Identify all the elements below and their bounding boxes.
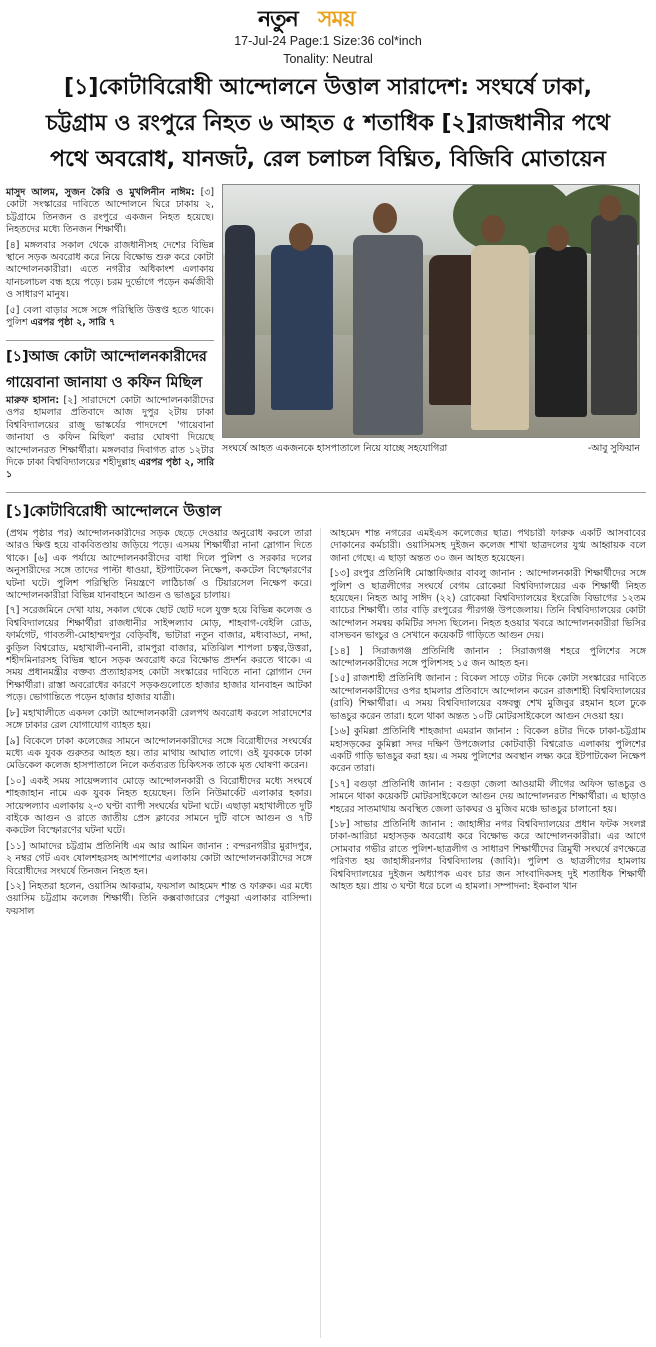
logo-part-1: নতুন <box>258 7 298 32</box>
headline-line-1: [১]কোটাবিরোধী আন্দোলনে উত্তাল সারাদেশ: সংঘর্ষে ঢাকা, <box>64 75 592 100</box>
newspaper-logo <box>258 2 398 32</box>
photo-figure-head <box>547 225 569 251</box>
column-rule <box>320 528 321 1338</box>
continuation-paragraph: (প্রথম পৃষ্ঠার পর) আন্দোলনকারীদের সড়ক ছেড়ে দেওয়ার অনুরোধ করলে তারা আরও ক্ষিপ্ত হয়ে বাকবিতণ্ডায় জড়িয়ে পড়ে। এসময় শিক্ষার্থীরা নানা স্লোগান দিতে থাকে। [৬] এক পর্যায়ে আন্দোলনকারীদের বাধা দিলে পুলিশ ও সরকার দলের অনুসারীদের সঙ্গে তাদের পাল্টা ধাওয়া, ইটপাটকেল নিক্ষেপ, ককটেল বিস্ফোরণের ঘটনা ঘটে। পুলিশ পরিস্থিতি নিয়ন্ত্রণে লাঠিচার্জ ও টিয়ারসেল নিক্ষেপ করে। আন্দোলনকারীরা বিভিন্ন যানবাহনে আগুন ও ভাঙচুর চালায়। <box>6 528 312 602</box>
continuation-paragraph: [৮] মহাখালীতে একদল কোটা আন্দোলনকারী রেলপথ অবরোধ করলে সারাদেশের সঙ্গে ঢাকার রেল যোগাযোগ ব্যাহত হয়। <box>6 707 312 732</box>
photo-figure-head <box>481 215 505 243</box>
lead-paragraph-3: [৫] বেলা বাড়ার সঙ্গে সঙ্গে পরিস্থিতি উত্তপ্ত হতে থাকে। পুলিশ <box>6 304 214 329</box>
sidebar-headline-line-1: [১]আজ কোটা আন্দোলনকারীদের <box>6 349 207 365</box>
continuation-headline: [১]কোটাবিরোধী আন্দোলনে উত্তাল <box>6 502 222 520</box>
continuation-paragraph: [৭] সরেজমিনে দেখা যায়, সকাল থেকে ছোট ছোট দলে যুক্ত হয়ে বিভিন্ন কলেজ ও বিশ্ববিদ্যালয়ের শিক্ষার্থীরা রাজধানীর সাইন্সল্যাব মোড়, শাহবাগ-বেইলি রোড, ফার্মগেট, গাবতলী-মোহাম্মদপুর বেড়িবাঁধ, ভাটারা নতুন বাজার, মধ্যবাড্ডা, নদ্দা, কুড়িল বিশ্বরোড, মহাখালী-বনানী, রামপুরা বাজার, মতিঝিল শাপলা চত্বর,উত্তরা, শহীদমিনারসহ বিভিন্ন স্থানে সড়ক অবরোধ করে বিক্ষোভ প্রদর্শন করতে থাকে। এ সময় প্রধানমন্ত্রীর বক্তব্য প্রত্যাহারসহ কোটা সংস্কারের দাবিতে নানা স্লোগান দেন শিক্ষার্থীরা। রাস্তা অবরোধের কারণে সড়কগুলোতে হাজার হাজার যানবাহন আটকা পড়ে। ভোগান্তিতে পড়েন হাজার হাজার যাত্রী। <box>6 605 312 704</box>
lead-paragraph-2: [৪] মঙ্গলবার সকাল থেকে রাজধানীসহ দেশের বিভিন্ন স্থানে সড়ক অবরোধ করে নিয়ে বিক্ষোভ শুরু করে কোটা আন্দোলনকারীরা। এতে নগরীর অধিকাংশ এলাকায় যানচলাচল বন্ধ হয়ে পড়ে। চরম দুর্ভোগে পড়েন কর্মজীবী ও সাধারণ মানুষ। <box>6 239 214 301</box>
photo-figure <box>471 245 529 430</box>
lead-paragraph-1: [৩] কোটা সংস্কারের দাবিতে আন্দোলনে ঘিরে ঢাকায় ২, চট্টগ্রামে তিনজন ও রংপুরে একজন নিহত হয়েছে। নিহতদের মধ্যে তিনজন শিক্ষার্থী। <box>6 187 214 236</box>
photo-caption-row <box>222 441 640 455</box>
lead-byline: মাসুদ আলম, সুজন কৈরি ও মুখলিনীন নাঈম: <box>6 187 195 198</box>
main-headline <box>8 70 648 182</box>
photo-figure <box>535 247 587 417</box>
sidebar-headline-line-2: গায়েবানা জানাযা ও কফিন মিছিল <box>6 375 203 391</box>
tonality-label: Tonality: Neutral <box>283 52 373 66</box>
sidebar-byline: মারুফ হাসান: <box>6 395 60 406</box>
headline-line-3: পথে অবরোধ, যানজট, রেল চলাচল বিঘ্নিত, বিজিবি মোতায়েন <box>50 147 606 172</box>
photo-credit: -আবু সুফিয়ান <box>587 443 640 454</box>
continuation-paragraph: [৯] বিকেলে ঢাকা কলেজের সামনে আন্দোলনকারীদের সঙ্গে বিরোধীদের সংঘর্ষের মধ্যে এক যুবক গুরুতর আহত হয়। তার মাথায় আঘাত লাগে। ওই যুবককে ঢাকা মেডিকেল কলেজ হাসপাতালে নিলে কর্তব্যরত চিকিৎসক তাকে মৃত ঘোষণা করেন। <box>6 735 312 772</box>
sidebar-jump-line: এরপর পৃষ্ঠা ২, সারি ১ <box>6 457 214 481</box>
photo-caption: সংঘর্ষে আহত একজনকে হাসপাতালে নিয়ে যাচ্ছে সহযোগিরা <box>222 443 448 454</box>
photo-figure-head <box>599 195 621 221</box>
sidebar-body: [২] সারাদেশে কোটা আন্দোলনকারীদের ওপর হামলার প্রতিবাদে আজ দুপুর ২টায় ঢাকা বিশ্ববিদ্যালয়ের রাজু ভাস্কর্যের পাদদেশে 'গায়েবানা জানাযা ও কফিন মিছিল' করার ঘোষণা দিয়েছে আন্দোলনরত শিক্ষার্থীরা। মঙ্গলবার দিবাগত রাত ১২টার দিকে ঢাকা বিশ্ববিদ্যালয়ের শহীদুল্লাহ <box>6 395 214 469</box>
continuation-paragraph: [১৪] ] সিরাজগঞ্জ প্রতিনিধি জানান : সিরাজগঞ্জ শহরে পুলিশের সঙ্গে আন্দোলনকারীদের সঙ্গে পুলিশসহ ১৫ জন আহত হন। <box>330 645 646 670</box>
lead-jump-line: এরপর পৃষ্ঠা ২, সারি ৭ <box>30 317 116 329</box>
photo-figure <box>353 235 423 435</box>
logo-part-2: সময় <box>318 7 355 32</box>
photo-figure <box>225 225 255 415</box>
photo-figure <box>591 215 637 415</box>
continuation-paragraph: [১৭] বগুড়া প্রতিনিধি জানান : বগুড়া জেলা আওয়ামী লীগের অফিস ভাঙচুর ও সামনে থাকা কয়েকটি মোটরসাইকেলে আগুন দেয় আন্দোলনরত শিক্ষার্থীরা। এ ছাড়াও শহরের সাতমাথায় অবস্থিত জেলা ডাকঘর ও মুজিব মঞ্চে ভাঙচুর চালানো হয়। <box>330 778 646 815</box>
sidebar-headline <box>6 340 214 400</box>
continuation-paragraph: [১০] একই সময় সায়েন্সল্যাব মোড়ে আন্দোলনকারী ও বিরোধীদের মধ্যে সংঘর্ষে শাহজাহান নামে এক যুবক নিহত হয়েছেন। তিনি নিউমার্কেট এলাকার হকার। সায়েন্সল্যাব এলাকায় ২-৩ ঘণ্টা ব্যাপী সংঘর্ষের ঘটনা ঘটে। এছাড়া মহাখালীতে দুটি বাইকে আগুন ও রাতে জাতীয় প্রেস ক্লাবের সামনে দুটি বাসে আগুন ও ৭টি ককটেল বিস্ফোরণের ঘটনা ঘটে। <box>6 775 312 837</box>
sidebar-story <box>6 394 214 486</box>
headline-line-2: চট্টগ্রাম ও রংপুরে নিহত ৬ আহত ৫ শতাধিক [২]রাজধানীর পথে <box>46 111 610 136</box>
clipping-meta: 17-Jul-24 Page:1 Size:36 col*inch <box>234 34 422 48</box>
continuation-paragraph: [১৬] কুমিল্লা প্রতিনিধি শাহজাদা এমরান জানান : বিকেল ৪টার দিকে ঢাকা-চট্টগ্রাম মহাসড়কের কুমিল্লা সদর দক্ষিণ উপজেলার কোটবাড়ী বিশ্বরোড এলাকায় পুলিশের একটি গাড়ি ভাঙচুর করা হয়। এ সময় পুলিশের অবস্থান লক্ষ্য করে ইটপাটকেল নিক্ষেপ করেন তারা। <box>330 726 646 775</box>
photo-figure-head <box>373 203 397 233</box>
news-photo <box>222 184 640 438</box>
photo-figure-head <box>289 223 313 251</box>
continuation-column-left <box>6 528 312 1340</box>
continuation-paragraph: [১৩] রংপুর প্রতিনিধি মোস্তাফিজার বাবলু জানান : আন্দোলনকারী শিক্ষার্থীদের সঙ্গে পুলিশ ও ছাত্রলীগের সংঘর্ষে বেগম রোকেয়া বিশ্ববিদ্যালয়ের এক শিক্ষার্থী নিহত হয়েছেন। নিহত আবু সাঈদ (২২) রোকেয়া বিশ্ববিদ্যালয়ের ইংরেজি বিভাগের ১২তম ব্যাচের শিক্ষার্থী। তার বাড়ি রংপুরের পীরগঞ্জ উপজেলায়। তিনি বিশ্ববিদ্যালয়ের কোটা আন্দোলন সমন্বয় কমিটির সদস্য ছিলেন। নিহত হওয়ার খবরে আন্দোলনকারীরা ভিসির বাসভবন ভাংচুর ও সেখানে কয়েকটি গাড়িতে আগুন দেয়। <box>330 568 646 642</box>
continuation-column-right <box>330 528 646 1340</box>
continuation-paragraph: আহমেদ শান্ত নগরের এমইএস কলেজের ছাত্র। পথচারী ফারুক একটি আসবাবের দোকানের কর্মচারী। ওয়াসিমসহ দুইজন কলেজ শাখা ছাত্রদলের যুগ্ম আহ্বায়ক বলে জানা গেছে। এ ছাড়া অন্তত ৩০ জন আহত হয়েছেন। <box>330 528 646 564</box>
photo-figure <box>271 245 333 410</box>
section-divider <box>6 492 646 493</box>
continuation-paragraph: [১৫] রাজশাহী প্রতিনিধি জানান : বিকেল সাড়ে ৩টার দিকে কোটা সংস্কারের দাবিতে আন্দোলনকারীদের ওপর হামলার প্রতিবাদে আন্দোলন করেন রাজশাহী বিশ্ববিদ্যালয়ের (রাবি) শিক্ষার্থীরা। এ সময় বিশ্ববিদ্যালয়ের বঙ্গবন্ধু শেখ মুজিবুর রহমান হলে ঢুকে ভাঙচুর করেন তারা। হলে থাকা অন্তত ১০টি মোটরসাইকেলে আগুন দেওয়া হয়। <box>330 673 646 722</box>
continuation-paragraph: [১১] আমাদের চট্টগ্রাম প্রতিনিধি এম আর আমিন জানান : বন্দরনগরীর মুরাদপুর, ২ নম্বর গেট এবং ষোলশহরসহ আশপাশের এলাকায় কোটা আন্দোলনকারীদের সঙ্গে বিরোধীদের সংঘর্ষে তিনজন নিহত হন। <box>6 840 312 877</box>
continuation-paragraph: [১২] নিহতরা হলেন, ওয়াসিম আকরাম, ফয়সাল আহমেদ শান্ত ও ফারুক। এর মধ্যে ওয়াসিম চট্টগ্রাম কলেজ শিক্ষার্থী। তিনি কক্সবাজারের পেকুয়া এলাকার বাসিন্দা। ফয়সাল <box>6 880 312 917</box>
continuation-paragraph: [১৮] সাভার প্রতিনিধি জানান : জাহাঙ্গীর নগর বিশ্ববিদ্যালয়ের প্রধান ফটক সংলগ্ন ঢাকা-আরিচা মহাসড়ক অবরোধ করে বিক্ষোভ করে আন্দোলনকারীরা। এর আগে সোমবার গভীর রাতে পুলিশ-ছাত্রলীগ ও সাধারণ শিক্ষার্থীদের ত্রিমুখী সংঘর্ষে রণক্ষেত্রে পরিণত হয় জাহাঙ্গীরনগর বিশ্ববিদ্যালয় (জাবি)। পুলিশ ও ছাত্রলীগের হামলায় বিশ্ববিদ্যালয়ের দুইজন অধ্যাপক এবং চার জন সাংবাদিকসহ দুই শতাধিক শিক্ষার্থী আহত হয়। প্রায় ৩ ঘণ্টা ধরে চলে এ হামলা। সম্পাদনা: ইকবাল খান <box>330 818 646 892</box>
